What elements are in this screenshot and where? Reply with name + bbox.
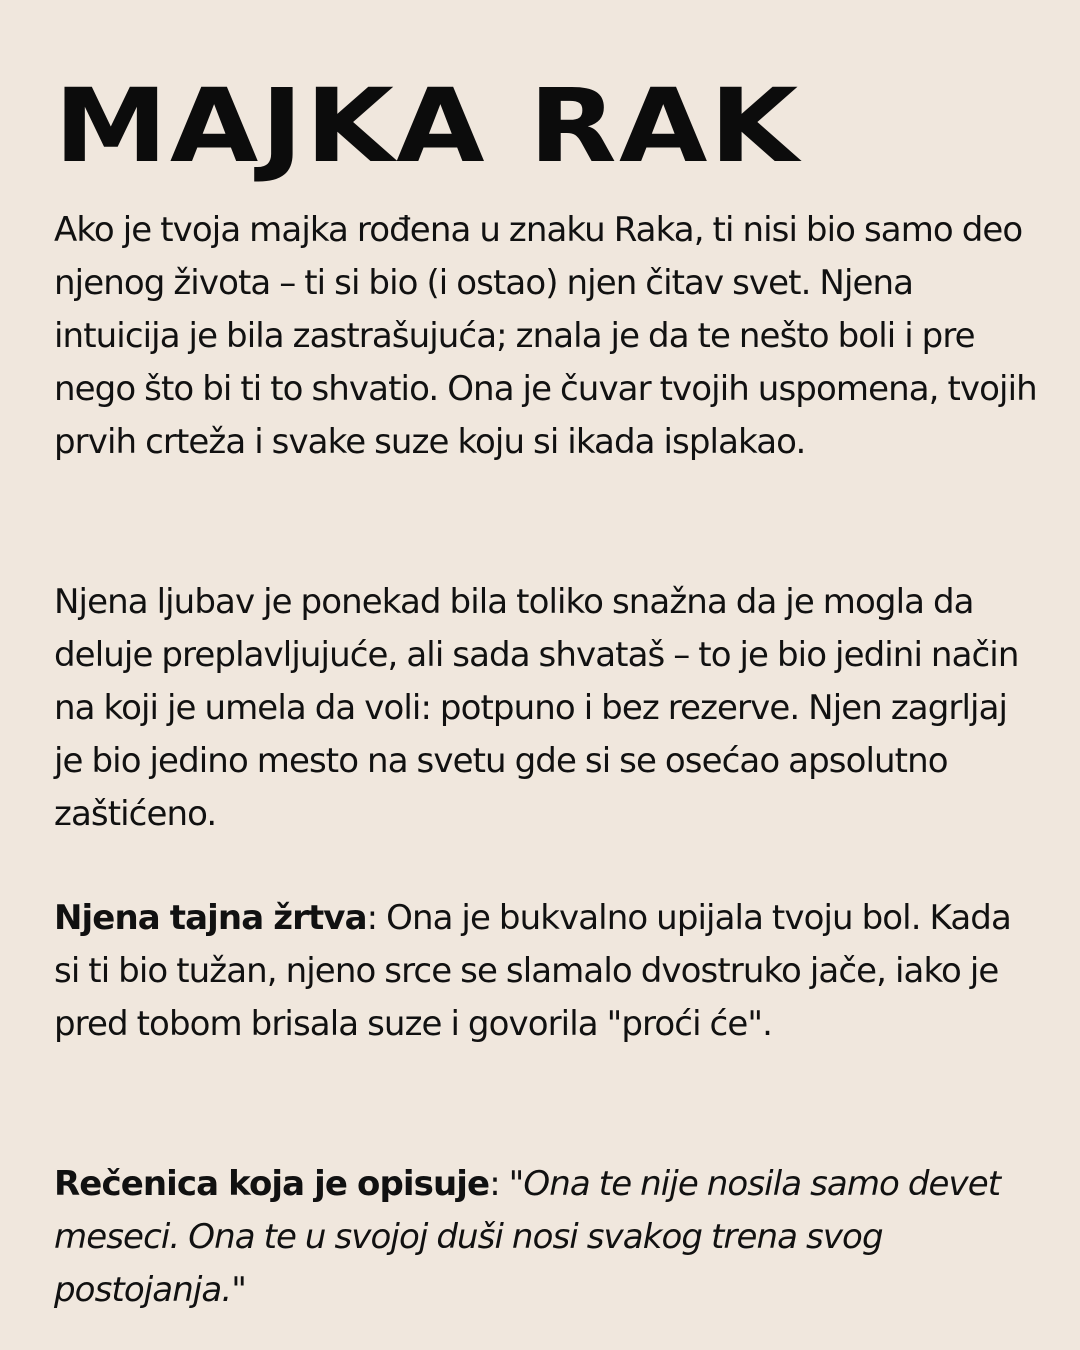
label-separator: :	[366, 898, 387, 938]
secret-sacrifice-paragraph	[54, 892, 1039, 1051]
describing-sentence-quote: Ona te nije nosila samo devet meseci. Ona te u svojoj duši nosi svakog trena svog postojanja.	[54, 1164, 1001, 1310]
describing-sentence-paragraph	[54, 1158, 1039, 1317]
intro-paragraph: Ako je tvoja majka rođena u znaku Raka, ti nisi bio samo deo njenog života – ti si bio (i ostao) njen čitav svet. Njena intuicija je bila zastrašujuća; znala je da te nešto boli i pre nego što bi ti to shvatio. Ona je čuvar tvojih uspomena, tvojih prvih crteža i svake suze koju si ikada isplakao.	[54, 210, 1037, 462]
quote-close: "	[231, 1270, 246, 1310]
love-paragraph: Njena ljubav je ponekad bila toliko snažna da je mogla da deluje preplavljujuće, ali sada shvataš – to je bio jedini način na koji je umela da voli: potpuno i bez rezerve. Njen zagrljaj je bio jedino mesto na svetu gde si se osećao apsolutno zaštićeno.	[54, 582, 1019, 834]
secret-sacrifice-text: Ona je bukvalno upijala tvoju bol. Kada si ti bio tužan, njeno srce se slamalo dvostruko jače, iako je pred tobom brisala suze i govorila "proći će".	[54, 898, 1011, 1044]
page-title: MAJKA RAK	[54, 67, 801, 186]
post-card	[54, 0, 1044, 1350]
quote-open: : "	[489, 1164, 524, 1204]
secret-sacrifice-label: Njena tajna žrtva	[54, 898, 367, 938]
describing-sentence-label: Rečenica koja je opisuje	[54, 1164, 490, 1204]
